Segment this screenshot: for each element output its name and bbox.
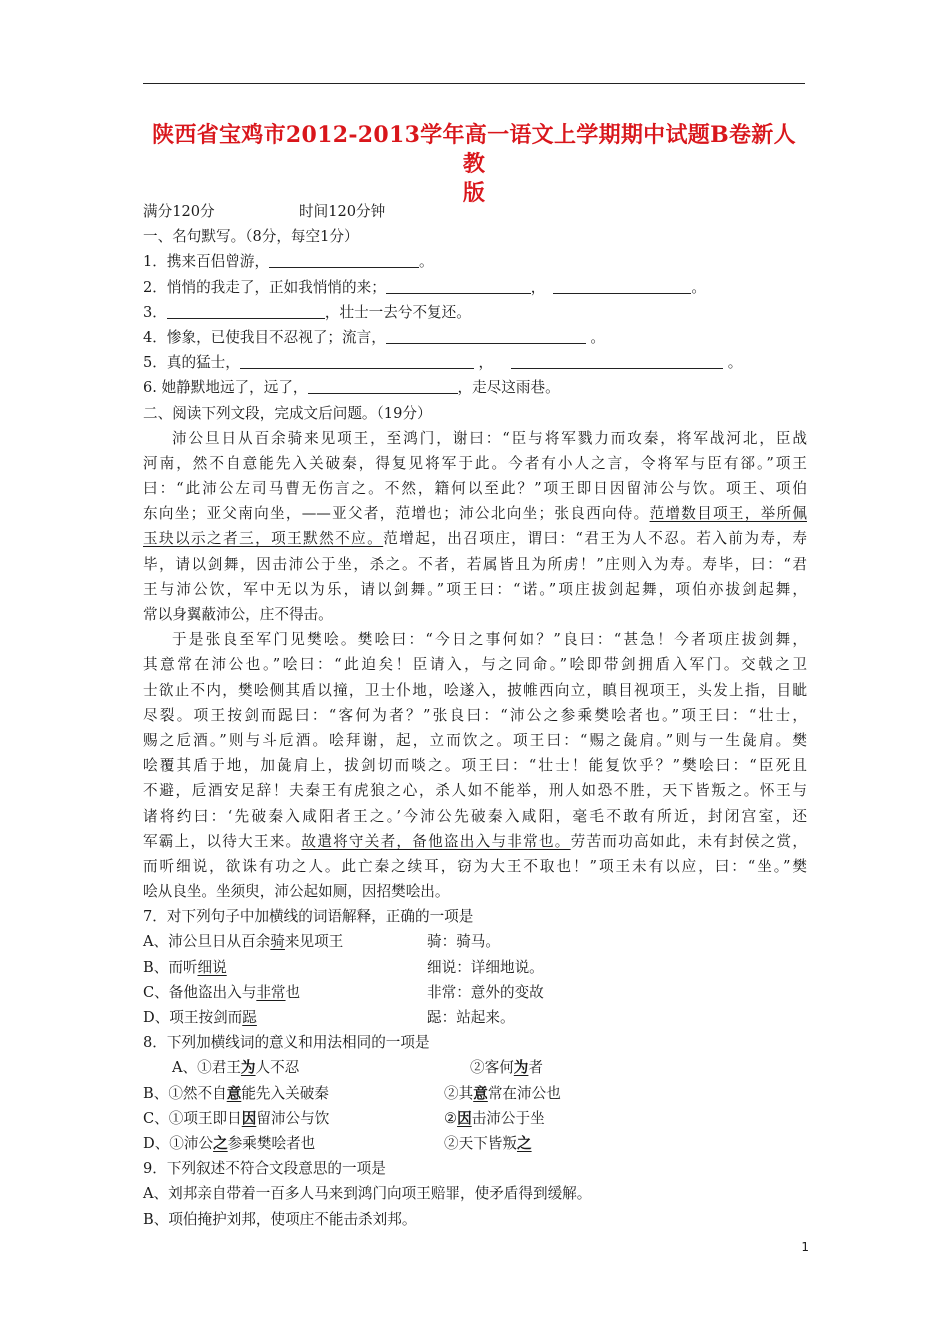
q9-option-b: B、项伯掩护刘邦，使项庄不能击杀刘邦。 [143,1210,417,1228]
answer-blank[interactable] [386,328,586,344]
answer-blank[interactable] [167,303,325,319]
question-7-stem: 7．对下列句子中加横线的词语解释，正确的一项是 [143,908,474,926]
question-6: 6. 她静默地远了，远了， ，走尽这雨巷。 [143,379,560,397]
q8-option-c: C、①项王即日因留沛公与饮 ②因击沛公于坐 [143,1109,545,1127]
question-5: 5．真的猛士， ， 。 [143,354,743,372]
q7-option-c: C、备他盗出入与非常也 非常：意外的变故 [143,983,544,1001]
answer-blank[interactable] [553,278,691,294]
answer-blank[interactable] [511,353,723,369]
passage-paragraph-1: 沛公旦日从百余骑来见项王，至鸿门，谢曰：“臣与将军戮力而攻秦，将军战河北，臣战 河南，然不自意能先入关破秦，得复见将军于此。今者有小人之言，令将军与臣有郤。”项王 曰：“此沛公左司马曹无伤言之。不然，籍何以至此？”项王即日因留沛公与饮。项王、项伯 东向坐；亚父南向坐，——亚父者，范增也；沛公北向坐；张良西向侍。范增数目项王，举所佩 玉玦以示之者三，项王默然不应。范增起，出召项庄，谓曰：“君王为人不忍。若入前为寿，寿 毕，请以剑舞，因击沛公于坐，杀之。不者，若属皆且为所虏！”庄则入为寿。寿毕，曰：“君 王与沛公饮，军中无以为乐，请以剑舞。”项王曰：“诺。”项庄拔剑起舞，项伯亦拔剑起舞， 常以身翼蔽沛公，庄不得击。 [143,429,807,623]
answer-blank[interactable] [240,353,474,369]
answer-blank[interactable] [308,378,458,394]
section1-heading: 一、名句默写。（8分，每空1分） [143,228,359,246]
q7-option-a: A、沛公旦日从百余骑来见项王 骑：骑马。 [143,933,500,951]
q8-option-b: B、①然不自意能先入关破秦 ②其意常在沛公也 [143,1084,561,1102]
question-3: 3． ，壮士一去兮不复还。 [143,303,471,321]
question-4: 4．惨象，已使我目不忍视了；流言， 。 [143,328,606,346]
question-9-stem: 9．下列叙述不符合文段意思的一项是 [143,1160,386,1178]
passage-paragraph-2: 于是张良至军门见樊哙。樊哙曰：“今日之事何如？”良曰：“甚急！今者项庄拔剑舞， 其意常在沛公也。”哙曰：“此迫矣！臣请入，与之同命。”哙即带剑拥盾入军门。交戟之卫 士欲止不内，樊哙侧其盾以撞，卫士仆地，哙遂入，披帷西向立，瞋目视项王，头发上指，目眦 尽裂。项王按剑而跽曰：“客何为者？”张良曰：“沛公之参乘樊哙者也。”项王曰：“壮士， 赐之卮酒。”则与斗卮酒。哙拜谢，起，立而饮之。项王曰：“赐之彘肩。”则与一生彘肩。樊 哙覆其盾于地，加彘肩上，拔剑切而啖之。项王曰：“壮士！能复饮乎？”樊哙曰：“臣死且 不避，卮酒安足辞！夫秦王有虎狼之心，杀人如不能举，刑人如恐不胜，天下皆叛之。怀王与 诸将约曰：‘先破秦入咸阳者王之。’今沛公先破秦入咸阳，毫毛不敢有所近，封闭宫室，还 军霸上，以待大王来。故遣将守关者，备他盗出入与非常也。劳苦而功高如此，未有封侯之赏， 而听细说，欲诛有功之人。此亡秦之续耳，窃为大王不取也！”项王未有以应，曰：“坐。”樊 哙从良坐。坐须臾，沛公起如厕，因招樊哙出。 [143,631,807,901]
answer-blank[interactable] [386,278,531,294]
section2-heading: 二、阅读下列文段，完成文后问题。（19分） [143,404,432,422]
q7-option-b: B、而听细说 细说：详细地说。 [143,958,544,976]
underlined-sentence: 故遣将守关者，备他盗出入与非常也。 [301,832,571,850]
q8-option-d: D、①沛公之参乘樊哙者也 ②天下皆叛之 [143,1134,532,1152]
underlined-sentence: 范增数目项王，举所佩 [649,505,807,523]
underlined-sentence: 玉玦以示之者三，项王默然不应。 [143,530,384,548]
header-rule [143,83,805,84]
score-time-line: 满分120分 时间120分钟 [143,203,386,220]
q8-option-a: A、①君王为人不忍 ②客何为者 [172,1059,544,1077]
page-number: 1 [801,1240,809,1254]
answer-blank[interactable] [269,252,419,268]
question-2: 2．悄悄的我走了，正如我悄悄的来； ， 。 [143,278,707,296]
q7-option-d: D、项王按剑而跽 跽：站起来。 [143,1009,515,1026]
question-1: 1．携来百侣曾游， 。 [143,253,434,271]
q9-option-a: A、刘邦亲自带着一百多人马来到鸿门向项王赔罪，使矛盾得到缓解。 [143,1185,592,1203]
exam-body [143,199,807,1232]
page-title: 陕西省宝鸡市2012-2013学年高一语文上学期期中试题B卷新人教 版 [152,122,796,206]
question-8-stem: 8．下列加横线词的意义和用法相同的一项是 [143,1034,430,1052]
